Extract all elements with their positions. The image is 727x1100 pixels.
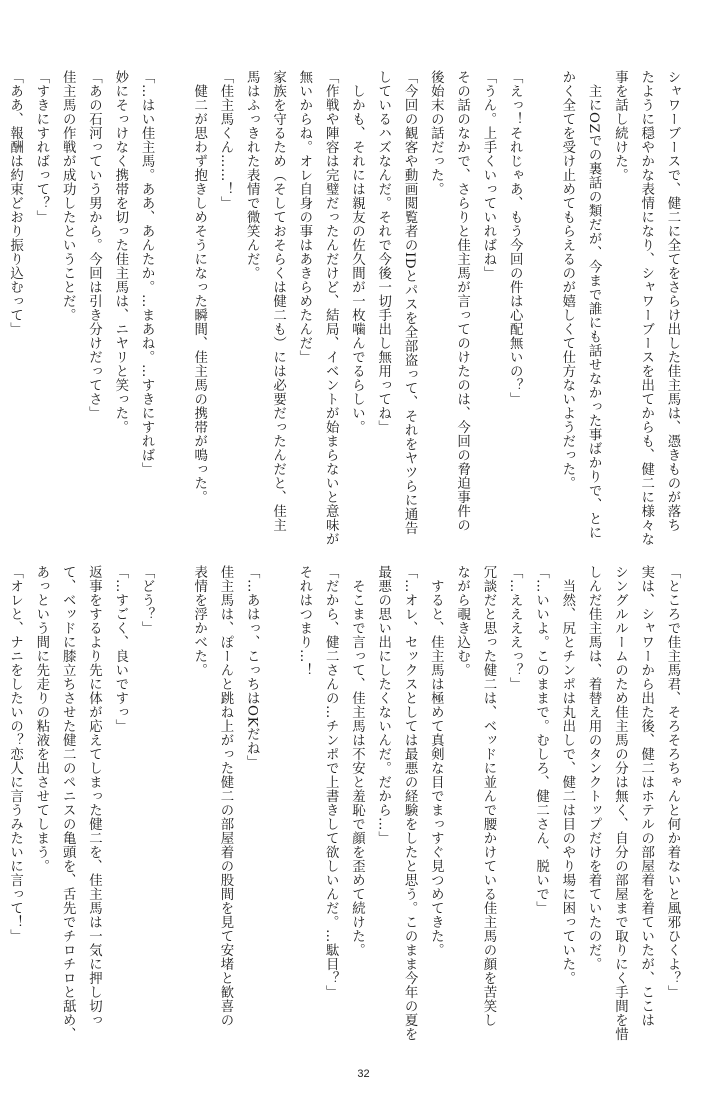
text-line: あっという間に先走りの粘液を出させてしまう。 [33, 565, 49, 873]
text-line: 「…はい佳主馬。ああ、あんたか。…まあね。…すきにすれば」 [139, 70, 155, 476]
bottom-text-block [7, 565, 685, 1041]
text-line: 「…オレ、セックスとしては最悪の経験をしたと思う。このまま今年の夏を [402, 565, 418, 1041]
text-line: 佳主馬の作戦が成功したということだ。 [60, 70, 76, 322]
text-line: 「あの石河っていう男から。今回は引き分けだってさ」 [86, 70, 102, 420]
text-line: その話のなかで、さらりと佳主馬が言ってのけたのは、今回の脅迫事件の [454, 70, 470, 532]
text-line: 「…すごく、良いですっ」 [112, 565, 128, 733]
text-line: 家族を守るため（そしておそらくは健二も）には必要だったんだと、佳主 [270, 70, 286, 532]
text-line: たように穏やかな表情になり、シャワーブースを出てからも、健二に様々な [638, 70, 654, 546]
text-line: 「作戦や陣容は完璧だったんだけど、結局、イベントが始まらないと意味が [323, 70, 339, 546]
text-line: 無いからね。オレ自身の事はあきらめたんだ」 [296, 70, 312, 364]
text-line: 実は、シャワーから出た後、健二はホテルの部屋着を着ていたが、ここは [638, 565, 654, 1027]
text-line: 「すきにすればって？」 [33, 70, 49, 224]
text-line: 「ああ、報酬は約束どおり振り込むって」 [7, 70, 23, 336]
text-line: 「…ええええっ？」 [507, 565, 523, 691]
text-line: て、ベッドに膝立ちさせた健二のペニスの亀頭を、舌先でチロチロと舐め、 [60, 565, 76, 1041]
text-line: 佳主馬は、ぽーんと跳ね上がった健二の部屋着の股間を見て安堵と歓喜の [217, 565, 233, 1027]
top-text-block [7, 70, 685, 546]
text-line: 「オレと、ナニをしたいの？恋人に言うみたいに言って！」 [7, 565, 23, 943]
text-line: シャワーブースで、健二に全てをさらけ出した佳主馬は、憑きものが落ち [665, 70, 680, 532]
text-line: 最悪の思い出にしたくないんだ。だから…」 [375, 565, 391, 845]
text-line: ながら覗き込む。 [454, 565, 470, 677]
text-line: すると、佳主馬は極めて真剣な目でまっすぐ見つめてきた。 [428, 565, 444, 957]
text-line: 後始末の話だった。 [428, 70, 444, 196]
text-line [159, 565, 185, 1035]
text-line: 「…あはっ、こっちはOKだね」 [244, 565, 260, 770]
page-number: 32 [357, 1068, 370, 1080]
text-line [264, 565, 290, 1035]
text-line: 返事をするより先に体が応えてしまった健二を、佳主馬は一気に押し切っ [86, 565, 102, 1027]
text-line: 「だから、健二さんの…チンポで上書きして欲しいんだ。…駄目？」 [323, 565, 339, 999]
text-line: そこまで言って、佳主馬は不安と羞恥で顔を歪めて続けた。 [349, 565, 365, 957]
text-line: シングルルームのため佳主馬の分は無く、自分の部屋まで取りにく手間を惜 [612, 565, 628, 1041]
text-line: 「どう？」 [139, 565, 155, 635]
text-line: 主にOZでの裏話の類だが、今まで誰にも話せなかった事ばかりで、とに [586, 70, 602, 540]
text-line: しんだ佳主馬は、着替え用のタンクトップだけを着ていたのだ。 [586, 565, 602, 971]
text-line: 馬はふっきれた表情で微笑んだ。 [244, 70, 260, 280]
text-line: 当然、尻とチンポは丸出しで、健二は目のやり場に困っていた。 [559, 565, 575, 985]
text-line: 冗談だと思った健二は、ベッドに並んで腰かけている佳主馬の顔を苦笑し [480, 565, 496, 1027]
text-line: 妙にそっけなく携帯を切った佳主馬は、ニヤリと笑った。 [112, 70, 128, 434]
text-line: 「今回の観客や動画閲覧者のIDとパスを全部盗って、それをヤツらに通告 [402, 70, 418, 536]
text-line: 「…いいよ。このままで。むしろ、健二さん、脱いで」 [533, 565, 549, 915]
text-line: 表情を浮かべた。 [191, 565, 207, 677]
text-line: 「えっ！それじゃあ、もう今回の件は心配無いの？」 [507, 70, 523, 406]
text-line: 「うん。上手くいっていればね」 [480, 70, 496, 280]
text-line: しているハズなんだ。それで今後一切手出し無用ってね」 [375, 70, 391, 434]
text-line [159, 70, 185, 520]
text-line [527, 70, 553, 520]
text-line: 事を話し続けた。 [612, 70, 628, 182]
text-line: 健二が思わず抱きしめそうになった瞬間、佳主馬の携帯が鳴った。 [191, 70, 207, 504]
text-line: それはつまり…！ [296, 565, 312, 677]
text-line: 「佳主馬くん……！」 [217, 70, 233, 210]
text-line: しかも、それには親友の佐久間が一枚噛んでるらしい。 [349, 70, 365, 434]
text-line: 「ところで佳主馬君、そろそろちゃんと何か着ないと風邪ひくよ？」 [665, 565, 680, 999]
text-line: かく全てを受け止めてもらえるのが嬉しくて仕方ないようだった。 [559, 70, 575, 490]
